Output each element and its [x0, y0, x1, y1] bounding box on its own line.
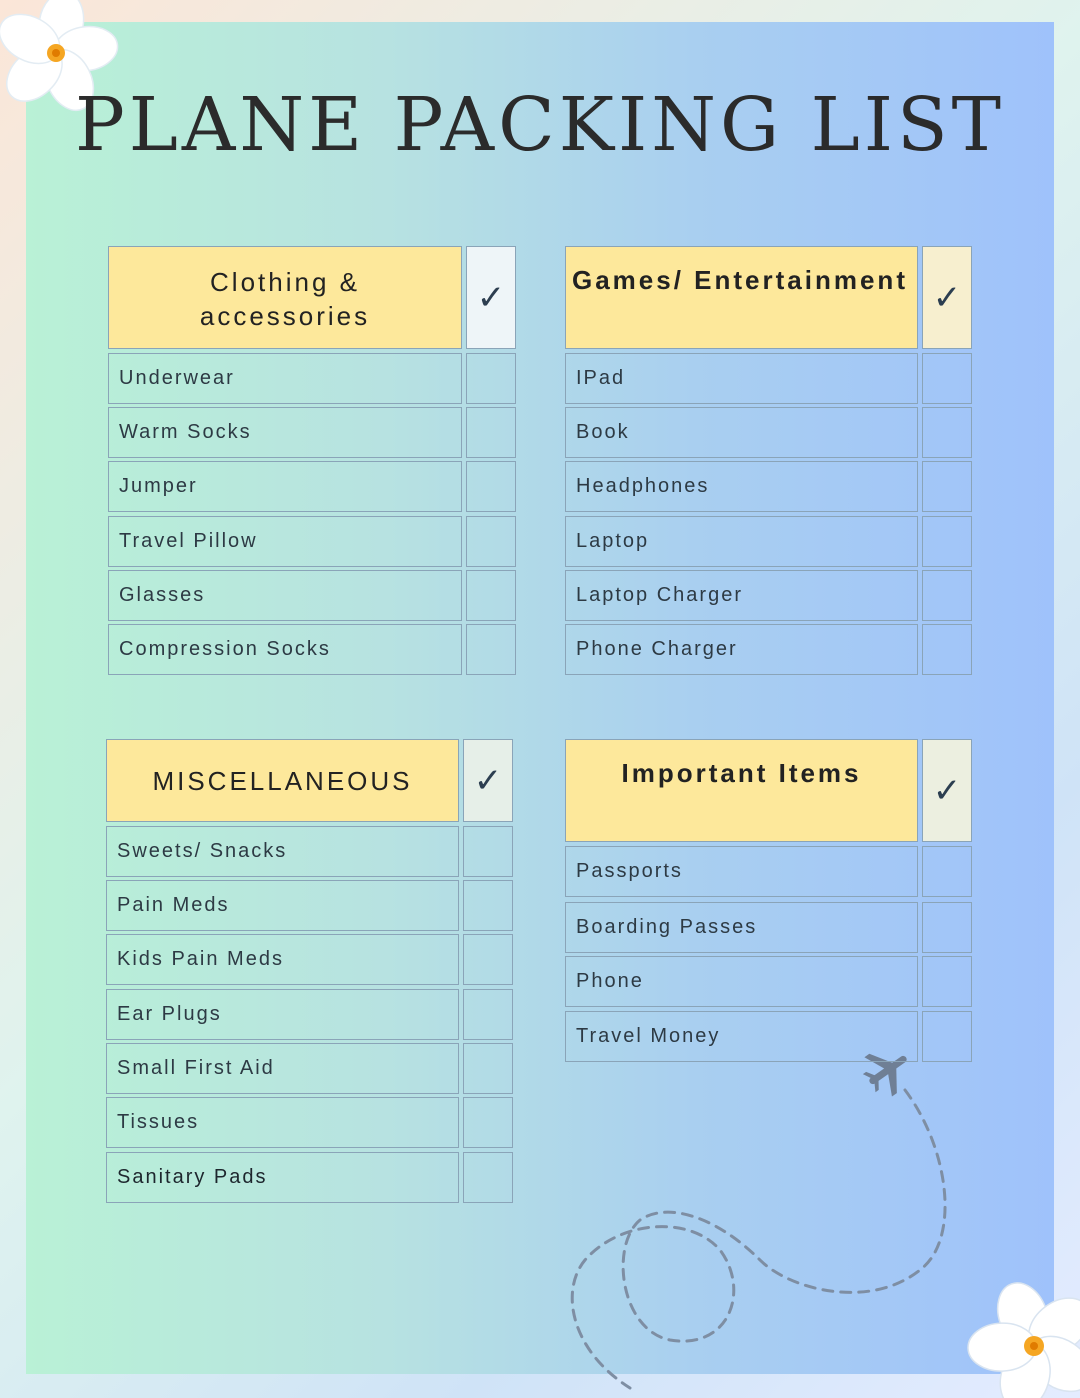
section-header	[106, 739, 459, 822]
item-label: Laptop	[565, 516, 918, 567]
item-label: IPad	[565, 353, 918, 404]
list-item	[565, 570, 972, 621]
item-checkbox[interactable]	[463, 826, 513, 877]
section-header-label: Important Items	[621, 758, 862, 788]
header-check-box	[466, 246, 516, 349]
header-check-box	[463, 739, 513, 822]
item-checkbox[interactable]	[463, 1097, 513, 1148]
item-label: Pain Meds	[106, 880, 459, 931]
list-item	[565, 1011, 972, 1062]
item-checkbox[interactable]	[466, 624, 516, 675]
list-item	[106, 880, 513, 931]
list-item	[106, 1152, 513, 1203]
header-check-box	[922, 246, 972, 349]
item-label: Boarding Passes	[565, 902, 918, 953]
section-games	[565, 246, 972, 676]
list-item	[108, 624, 516, 675]
item-label: Travel Pillow	[108, 516, 462, 567]
checkmark-icon: ✓	[476, 277, 506, 318]
item-checkbox[interactable]	[463, 934, 513, 985]
item-label: Warm Socks	[108, 407, 462, 458]
item-checkbox[interactable]	[466, 407, 516, 458]
item-checkbox[interactable]	[463, 1152, 513, 1203]
list-item	[565, 353, 972, 404]
item-checkbox[interactable]	[922, 1011, 972, 1062]
item-label: Phone	[565, 956, 918, 1007]
section-header	[565, 739, 918, 842]
checkmark-icon: ✓	[932, 770, 962, 811]
list-item	[106, 1097, 513, 1148]
section-header-label: Games/ Entertainment	[572, 265, 908, 295]
item-checkbox[interactable]	[466, 353, 516, 404]
list-item	[108, 407, 516, 458]
item-checkbox[interactable]	[466, 570, 516, 621]
item-checkbox[interactable]	[922, 516, 972, 567]
item-label: Sweets/ Snacks	[106, 826, 459, 877]
item-label: Phone Charger	[565, 624, 918, 675]
list-item	[108, 570, 516, 621]
item-label: Sanitary Pads	[106, 1152, 459, 1203]
list-item	[106, 1043, 513, 1094]
section-clothing	[108, 246, 516, 676]
section-header	[565, 246, 918, 349]
item-checkbox[interactable]	[922, 570, 972, 621]
item-checkbox[interactable]	[922, 353, 972, 404]
list-item	[108, 516, 516, 567]
item-label: Small First Aid	[106, 1043, 459, 1094]
item-label: Travel Money	[565, 1011, 918, 1062]
header-check-box	[922, 739, 972, 842]
list-item	[565, 624, 972, 675]
item-label: Kids Pain Meds	[106, 934, 459, 985]
item-checkbox[interactable]	[922, 902, 972, 953]
item-checkbox[interactable]	[922, 407, 972, 458]
item-checkbox[interactable]	[922, 956, 972, 1007]
list-item	[565, 461, 972, 512]
item-checkbox[interactable]	[463, 880, 513, 931]
list-item	[565, 846, 972, 897]
section-header-label: Clothing & accessories	[199, 267, 371, 331]
item-checkbox[interactable]	[463, 989, 513, 1040]
list-item	[565, 902, 972, 953]
item-label: Ear Plugs	[106, 989, 459, 1040]
item-label: Glasses	[108, 570, 462, 621]
list-item	[106, 826, 513, 877]
section-important-items	[565, 739, 972, 1062]
item-checkbox[interactable]	[922, 624, 972, 675]
item-checkbox[interactable]	[922, 846, 972, 897]
list-item	[565, 407, 972, 458]
item-checkbox[interactable]	[466, 516, 516, 567]
item-checkbox[interactable]	[466, 461, 516, 512]
item-checkbox[interactable]	[922, 461, 972, 512]
item-label: Tissues	[106, 1097, 459, 1148]
item-label: Compression Socks	[108, 624, 462, 675]
checkmark-icon: ✓	[473, 760, 503, 801]
list-item	[565, 516, 972, 567]
item-label: Headphones	[565, 461, 918, 512]
item-label: Underwear	[108, 353, 462, 404]
section-header	[108, 246, 462, 349]
list-item	[108, 353, 516, 404]
list-item	[106, 989, 513, 1040]
list-item	[565, 956, 972, 1007]
section-header-label: MISCELLANEOUS	[152, 766, 413, 796]
list-item	[106, 934, 513, 985]
item-checkbox[interactable]	[463, 1043, 513, 1094]
item-label: Laptop Charger	[565, 570, 918, 621]
item-label: Jumper	[108, 461, 462, 512]
section-miscellaneous	[106, 739, 513, 1203]
item-label: Passports	[565, 846, 918, 897]
list-item	[108, 461, 516, 512]
checkmark-icon: ✓	[932, 277, 962, 318]
page-title: PLANE PACKING LIST	[74, 82, 1006, 168]
item-label: Book	[565, 407, 918, 458]
